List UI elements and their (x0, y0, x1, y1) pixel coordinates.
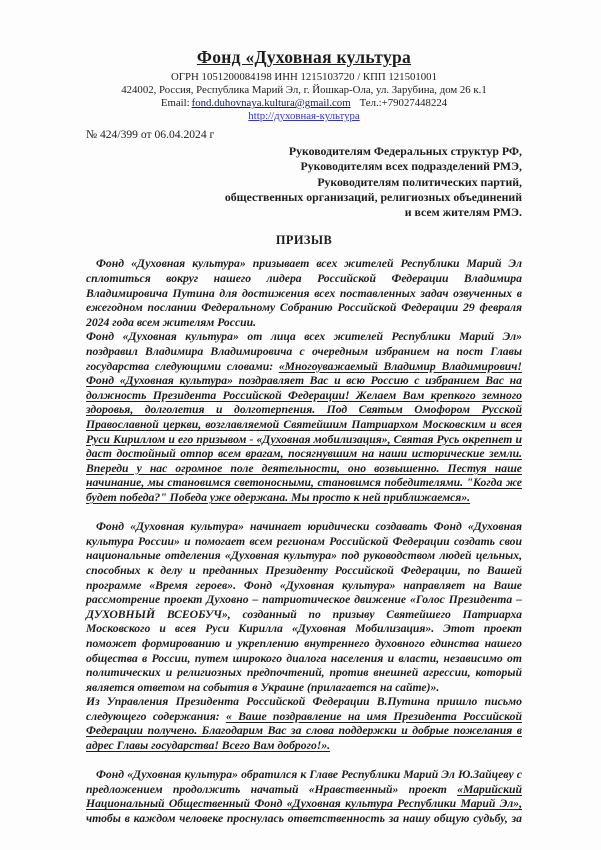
plain-text: чтобы в каждом человеке проснулась ответственность за нашу общую судьбу, за (86, 812, 522, 826)
plain-text: Фонд «Духовная культура» обратился к Главе Республики Марий Эл Ю.Зайцеву с предложением продолжить начатый «Нравственный» проект (86, 768, 522, 796)
org-address-line: 424002, Россия, Республика Марий Эл, г. Йошкар-Ола, ул. Зарубина, дом 26 к.1 (121, 84, 487, 96)
addressee-block (86, 144, 522, 220)
letter-body (86, 257, 522, 826)
org-website-line (86, 110, 522, 123)
addressee-line: Руководителям всех подразделений РМЭ, (300, 159, 522, 174)
phone-number: Тел.:+79027448224 (359, 97, 448, 109)
plain-text: Фонд «Духовная культура» призывает всех жителей Республики Марий Эл сплотиться вокруг нашего лидера Российской Федерации Владимира Владимировича Путина для достижения всех поставленных задач озвученных в ежегодном послании Федеральному Собранию Российской Федерации 29 февраля 2024 года всем жителям России. (86, 257, 522, 329)
underlined-text: «Марийский Национальный Общественный Фонд «Духовная культура Республики Марий Эл», (86, 782, 522, 811)
body-paragraph (86, 520, 522, 695)
underlined-text: «Многоуважаемый Владимир Владимирович! Фонд «Духовная культура» поздравляет Вас и всю Россию с избранием Вас на должность Президента Российской Федерации! Желаем Вам крепкого земного здоровья, долголетия и долготерпения. Под Святым Омофором Русской Православной церкви, возглавляемой Святейшим Патриархом Московским и всея Руси Кириллом и его призывом - «Духовная мобилизация», Святая Русь окрепнет и даст достойный отпор всем врагам, посягнувшим на наши исторические земли. Впереди у нас огромное поле деятельности, оно возвышенно. Пестуя наше начинание, мы становимся светоносными, становимся победителями. "Когда же будет победа?" Победа уже одержана. Мы просто к ней приближаемся». (86, 359, 522, 504)
org-contact-line (86, 97, 522, 110)
plain-text: Фонд «Духовная культура» начинает юридически создавать Фонд «Духовная культура России» и помогает всем регионам Российской Федерации создать свои национальные отделения «Духовная культура» под руководством людей цельных, способных к делу и преданных Президенту Российской Федерации, по Вашей программе «Время героев». Фонд «Духовная культура» направляет на Ваше рассмотрение проект Духовно – патриотическое движение «Голос Президента – ДУХОВНЫЙ ВСЕОБУЧ», созданный по призыву Святейшего Патриарха Московского и всея Руси Кирилла «Духовная Мобилизация». Этот проект поможет формированию и укреплению внутреннего духовного единства нашего общества в России, путем широкого диалога населения и власти, независимо от политических и религиозных предпочтений, против внешней агрессии, который является ответом на события в Украине (прилагается на сайте)». (86, 520, 522, 694)
addressee-line: и всем жителям РМЭ. (404, 205, 522, 220)
email-link[interactable]: fond.duhovnaya.kultura@gmail.com (191, 97, 351, 109)
underlined-text: « Ваше поздравление на имя Президента Российской Федерации получено. Благодарим Вас за слова поддержки и добрые пожелания в адрес Главы государства! Всего Вам доброго!». (86, 709, 522, 753)
reference-number-line: № 424/399 от 06.04.2024 г (86, 128, 215, 141)
addressee-line: общественных организаций, религиозных объединений (224, 189, 522, 204)
body-paragraph (86, 695, 522, 753)
plain-text: Из Управления Президента Российской Федерации В.Путина пришло письмо следующего содержания: (86, 695, 522, 723)
body-paragraph (86, 257, 522, 330)
org-registration-line: ОГРН 1051200084198 ИНН 1215103720 / КПП 121501001 (171, 71, 437, 83)
website-link[interactable]: http://духовная-культура (248, 110, 360, 122)
letterhead (86, 46, 522, 123)
body-paragraph (86, 330, 522, 505)
document-heading: ПРИЗЫВ (275, 233, 333, 248)
email-label: Email: (160, 97, 190, 109)
org-title: Фонд «Духовная культура (196, 47, 412, 67)
plain-text: Фонд «Духовная культура» от лица всех жителей Республики Марий Эл» поздравил Владимира Владимировича с очередным избранием на пост Главы государства следующими словами: (86, 330, 522, 373)
addressee-line: Руководителям политических партий, (317, 174, 522, 189)
body-paragraph (86, 768, 522, 826)
addressee-line: Руководителям Федеральных структур РФ, (288, 144, 522, 158)
